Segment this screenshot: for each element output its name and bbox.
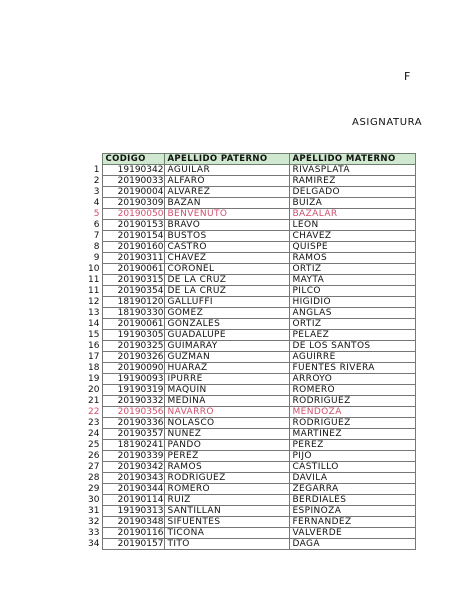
table-row bbox=[86, 495, 416, 506]
paternal-surname-cell: HUARAZ bbox=[165, 363, 290, 374]
table-row bbox=[86, 385, 416, 396]
paternal-surname-cell: DE LA CRUZ bbox=[165, 275, 290, 286]
maternal-surname-column-header: APELLIDO MATERNO bbox=[290, 154, 416, 165]
paternal-surname-cell: MAQUIN bbox=[165, 385, 290, 396]
paternal-surname-cell: RODRIGUEZ bbox=[165, 473, 290, 484]
student-code-cell: 20190336 bbox=[103, 418, 165, 429]
maternal-surname-cell: PELAEZ bbox=[290, 330, 416, 341]
table-row bbox=[86, 407, 416, 418]
table-row bbox=[86, 473, 416, 484]
row-number-cell: 31 bbox=[88, 506, 100, 516]
student-code-cell: 20190116 bbox=[103, 528, 165, 539]
row-number-cell: 14 bbox=[88, 319, 100, 329]
maternal-surname-cell: MENDOZA bbox=[290, 407, 416, 418]
table-row bbox=[86, 330, 416, 341]
table-row bbox=[86, 275, 416, 286]
table-row bbox=[86, 352, 416, 363]
maternal-surname-cell: ROMERO bbox=[290, 385, 416, 396]
row-number-cell: 24 bbox=[88, 429, 100, 439]
row-number-cell: 19 bbox=[88, 374, 100, 384]
maternal-surname-cell: LEON bbox=[290, 220, 416, 231]
table-row bbox=[86, 264, 416, 275]
paternal-surname-cell: GALLUFFI bbox=[165, 297, 290, 308]
code-column-header: CÓDIGO bbox=[103, 154, 165, 165]
maternal-surname-cell: CASTILLO bbox=[290, 462, 416, 473]
paternal-surname-cell: CASTRO bbox=[165, 242, 290, 253]
row-number-cell: 2 bbox=[93, 176, 100, 186]
paternal-surname-column-header: APELLIDO PATERNO bbox=[165, 154, 290, 165]
student-code-cell: 20190157 bbox=[103, 539, 165, 550]
maternal-surname-cell: CHAVEZ bbox=[290, 231, 416, 242]
row-number-cell: 18 bbox=[88, 363, 100, 373]
row-number-cell: 27 bbox=[88, 462, 100, 472]
row-number-cell: 25 bbox=[88, 440, 100, 450]
maternal-surname-cell: RODRIGUEZ bbox=[290, 418, 416, 429]
student-code-cell: 20190309 bbox=[103, 198, 165, 209]
row-number-cell: 12 bbox=[88, 297, 100, 307]
paternal-surname-cell: PEREZ bbox=[165, 451, 290, 462]
student-code-cell: 20190348 bbox=[103, 517, 165, 528]
maternal-surname-cell: PEREZ bbox=[290, 440, 416, 451]
maternal-surname-cell: PILCO bbox=[290, 286, 416, 297]
table-row bbox=[86, 308, 416, 319]
table-row bbox=[86, 231, 416, 242]
student-code-cell: 20190061 bbox=[103, 264, 165, 275]
maternal-surname-cell: RODRIGUEZ bbox=[290, 396, 416, 407]
student-code-cell: 20190160 bbox=[103, 242, 165, 253]
table-row bbox=[86, 198, 416, 209]
table-row bbox=[86, 165, 416, 176]
paternal-surname-cell: TITO bbox=[165, 539, 290, 550]
row-number-cell: 16 bbox=[88, 341, 100, 351]
table-row bbox=[86, 209, 416, 220]
student-code-cell: 20190357 bbox=[103, 429, 165, 440]
maternal-surname-cell: ZEGARRA bbox=[290, 484, 416, 495]
row-number-cell: 9 bbox=[93, 253, 100, 263]
row-number-cell: 29 bbox=[88, 484, 100, 494]
table-row bbox=[86, 396, 416, 407]
table-row bbox=[86, 539, 416, 550]
maternal-surname-cell: MAYTA bbox=[290, 275, 416, 286]
maternal-surname-cell: AGUIRRE bbox=[290, 352, 416, 363]
row-number-cell: 13 bbox=[88, 308, 100, 318]
student-code-cell: 20190114 bbox=[103, 495, 165, 506]
maternal-surname-cell: ANGLAS bbox=[290, 308, 416, 319]
maternal-surname-cell: ESPINOZA bbox=[290, 506, 416, 517]
paternal-surname-cell: CHAVEZ bbox=[165, 253, 290, 264]
maternal-surname-cell: BUIZA bbox=[290, 198, 416, 209]
table-row bbox=[86, 297, 416, 308]
maternal-surname-cell: FUENTES RIVERA bbox=[290, 363, 416, 374]
paternal-surname-cell: MEDINA bbox=[165, 396, 290, 407]
maternal-surname-cell: ORTIZ bbox=[290, 264, 416, 275]
row-number-cell: 6 bbox=[93, 220, 100, 230]
paternal-surname-cell: GONZALES bbox=[165, 319, 290, 330]
student-code-cell: 20190356 bbox=[103, 407, 165, 418]
row-number-cell: 23 bbox=[88, 418, 100, 428]
student-code-cell: 20190311 bbox=[103, 253, 165, 264]
maternal-surname-cell: DE LOS SANTOS bbox=[290, 341, 416, 352]
row-number-cell: 17 bbox=[88, 352, 100, 362]
paternal-surname-cell: GUZMAN bbox=[165, 352, 290, 363]
maternal-surname-cell: QUISPE bbox=[290, 242, 416, 253]
row-number-cell: 10 bbox=[88, 264, 100, 274]
row-number-header bbox=[86, 154, 103, 165]
table-row bbox=[86, 451, 416, 462]
student-code-cell: 20190326 bbox=[103, 352, 165, 363]
row-number-cell: 15 bbox=[88, 330, 100, 340]
paternal-surname-cell: NOLASCO bbox=[165, 418, 290, 429]
maternal-surname-cell: RIVASPLATA bbox=[290, 165, 416, 176]
table-body bbox=[86, 165, 416, 550]
table-row bbox=[86, 517, 416, 528]
student-code-cell: 20190343 bbox=[103, 473, 165, 484]
row-number-cell: 32 bbox=[88, 517, 100, 527]
table-row bbox=[86, 374, 416, 385]
row-number-cell: 11 bbox=[88, 286, 100, 296]
maternal-surname-cell: BAZALAR bbox=[290, 209, 416, 220]
paternal-surname-cell: AGUILAR bbox=[165, 165, 290, 176]
table-row bbox=[86, 484, 416, 495]
paternal-surname-cell: TICONA bbox=[165, 528, 290, 539]
table-header-row bbox=[86, 154, 416, 165]
maternal-surname-cell: DAVILA bbox=[290, 473, 416, 484]
row-number-cell: 7 bbox=[93, 231, 100, 241]
student-code-cell: 20190315 bbox=[103, 275, 165, 286]
student-code-cell: 20190061 bbox=[103, 319, 165, 330]
paternal-surname-cell: RUIZ bbox=[165, 495, 290, 506]
student-code-cell: 19190319 bbox=[103, 385, 165, 396]
paternal-surname-cell: NAVARRO bbox=[165, 407, 290, 418]
student-code-cell: 18190241 bbox=[103, 440, 165, 451]
row-number-cell: 30 bbox=[88, 495, 100, 505]
paternal-surname-cell: ALVAREZ bbox=[165, 187, 290, 198]
paternal-surname-cell: NUÑEZ bbox=[165, 429, 290, 440]
table-row bbox=[86, 429, 416, 440]
paternal-surname-cell: PANDO bbox=[165, 440, 290, 451]
table-row bbox=[86, 528, 416, 539]
student-code-cell: 18190330 bbox=[103, 308, 165, 319]
table-row bbox=[86, 242, 416, 253]
subject-label-fragment: ASIGNATURA bbox=[352, 117, 423, 128]
row-number-cell: 20 bbox=[88, 385, 100, 395]
table-row bbox=[86, 418, 416, 429]
student-code-cell: 20190154 bbox=[103, 231, 165, 242]
row-number-cell: 21 bbox=[88, 396, 100, 406]
row-number-cell: 1 bbox=[93, 165, 100, 175]
table-row bbox=[86, 286, 416, 297]
paternal-surname-cell: SANTILLÁN bbox=[165, 506, 290, 517]
table-row bbox=[86, 220, 416, 231]
student-code-cell: 19190093 bbox=[103, 374, 165, 385]
paternal-surname-cell: GUADALUPE bbox=[165, 330, 290, 341]
row-number-cell: 34 bbox=[88, 539, 100, 549]
page-header-fragment: F bbox=[404, 70, 411, 83]
table-row bbox=[86, 187, 416, 198]
student-code-cell: 18190120 bbox=[103, 297, 165, 308]
table-row bbox=[86, 253, 416, 264]
maternal-surname-cell: PIJO bbox=[290, 451, 416, 462]
maternal-surname-cell: ARROYO bbox=[290, 374, 416, 385]
maternal-surname-cell: MARTINEZ bbox=[290, 429, 416, 440]
table-row bbox=[86, 462, 416, 473]
row-number-cell: 28 bbox=[88, 473, 100, 483]
student-code-cell: 20190354 bbox=[103, 286, 165, 297]
row-number-cell: 11 bbox=[88, 275, 100, 285]
paternal-surname-cell: DE LA CRUZ bbox=[165, 286, 290, 297]
table-row bbox=[86, 363, 416, 374]
maternal-surname-cell: DELGADO bbox=[290, 187, 416, 198]
table-row bbox=[86, 176, 416, 187]
row-number-cell: 22 bbox=[88, 407, 100, 417]
table-row bbox=[86, 440, 416, 451]
student-code-cell: 19190342 bbox=[103, 165, 165, 176]
student-list-table bbox=[86, 153, 416, 550]
row-number-cell: 4 bbox=[93, 198, 100, 208]
student-code-cell: 19190313 bbox=[103, 506, 165, 517]
student-code-cell: 20190342 bbox=[103, 462, 165, 473]
maternal-surname-cell: FERNANDEZ bbox=[290, 517, 416, 528]
paternal-surname-cell: ALFARO bbox=[165, 176, 290, 187]
student-code-cell: 20190153 bbox=[103, 220, 165, 231]
student-code-cell: 20190339 bbox=[103, 451, 165, 462]
paternal-surname-cell: BUSTOS bbox=[165, 231, 290, 242]
maternal-surname-cell: ORTIZ bbox=[290, 319, 416, 330]
table-row bbox=[86, 506, 416, 517]
maternal-surname-cell: RAMIREZ bbox=[290, 176, 416, 187]
maternal-surname-cell: RAMOS bbox=[290, 253, 416, 264]
student-code-cell: 20190004 bbox=[103, 187, 165, 198]
student-code-cell: 20190332 bbox=[103, 396, 165, 407]
paternal-surname-cell: CORONEL bbox=[165, 264, 290, 275]
paternal-surname-cell: BRAVO bbox=[165, 220, 290, 231]
maternal-surname-cell: HIGIDIO bbox=[290, 297, 416, 308]
paternal-surname-cell: GUIMARAY bbox=[165, 341, 290, 352]
student-code-cell: 20190325 bbox=[103, 341, 165, 352]
row-number-cell: 8 bbox=[93, 242, 100, 252]
paternal-surname-cell: GOMEZ bbox=[165, 308, 290, 319]
table-row bbox=[86, 319, 416, 330]
student-code-cell: 19190305 bbox=[103, 330, 165, 341]
paternal-surname-cell: ROMERO bbox=[165, 484, 290, 495]
student-code-cell: 20190033 bbox=[103, 176, 165, 187]
student-code-cell: 20190090 bbox=[103, 363, 165, 374]
row-number-cell: 5 bbox=[93, 209, 100, 219]
maternal-surname-cell: BERDIALES bbox=[290, 495, 416, 506]
row-number-cell: 33 bbox=[88, 528, 100, 538]
maternal-surname-cell: DAGA bbox=[290, 539, 416, 550]
table-row bbox=[86, 341, 416, 352]
paternal-surname-cell: BAZAN bbox=[165, 198, 290, 209]
row-number-cell: 3 bbox=[93, 187, 100, 197]
paternal-surname-cell: RAMOS bbox=[165, 462, 290, 473]
paternal-surname-cell: IPURRE bbox=[165, 374, 290, 385]
student-code-cell: 20190050 bbox=[103, 209, 165, 220]
paternal-surname-cell: SIFUENTES bbox=[165, 517, 290, 528]
paternal-surname-cell: BENVENUTO bbox=[165, 209, 290, 220]
student-code-cell: 20190344 bbox=[103, 484, 165, 495]
row-number-cell: 26 bbox=[88, 451, 100, 461]
maternal-surname-cell: VALVERDE bbox=[290, 528, 416, 539]
